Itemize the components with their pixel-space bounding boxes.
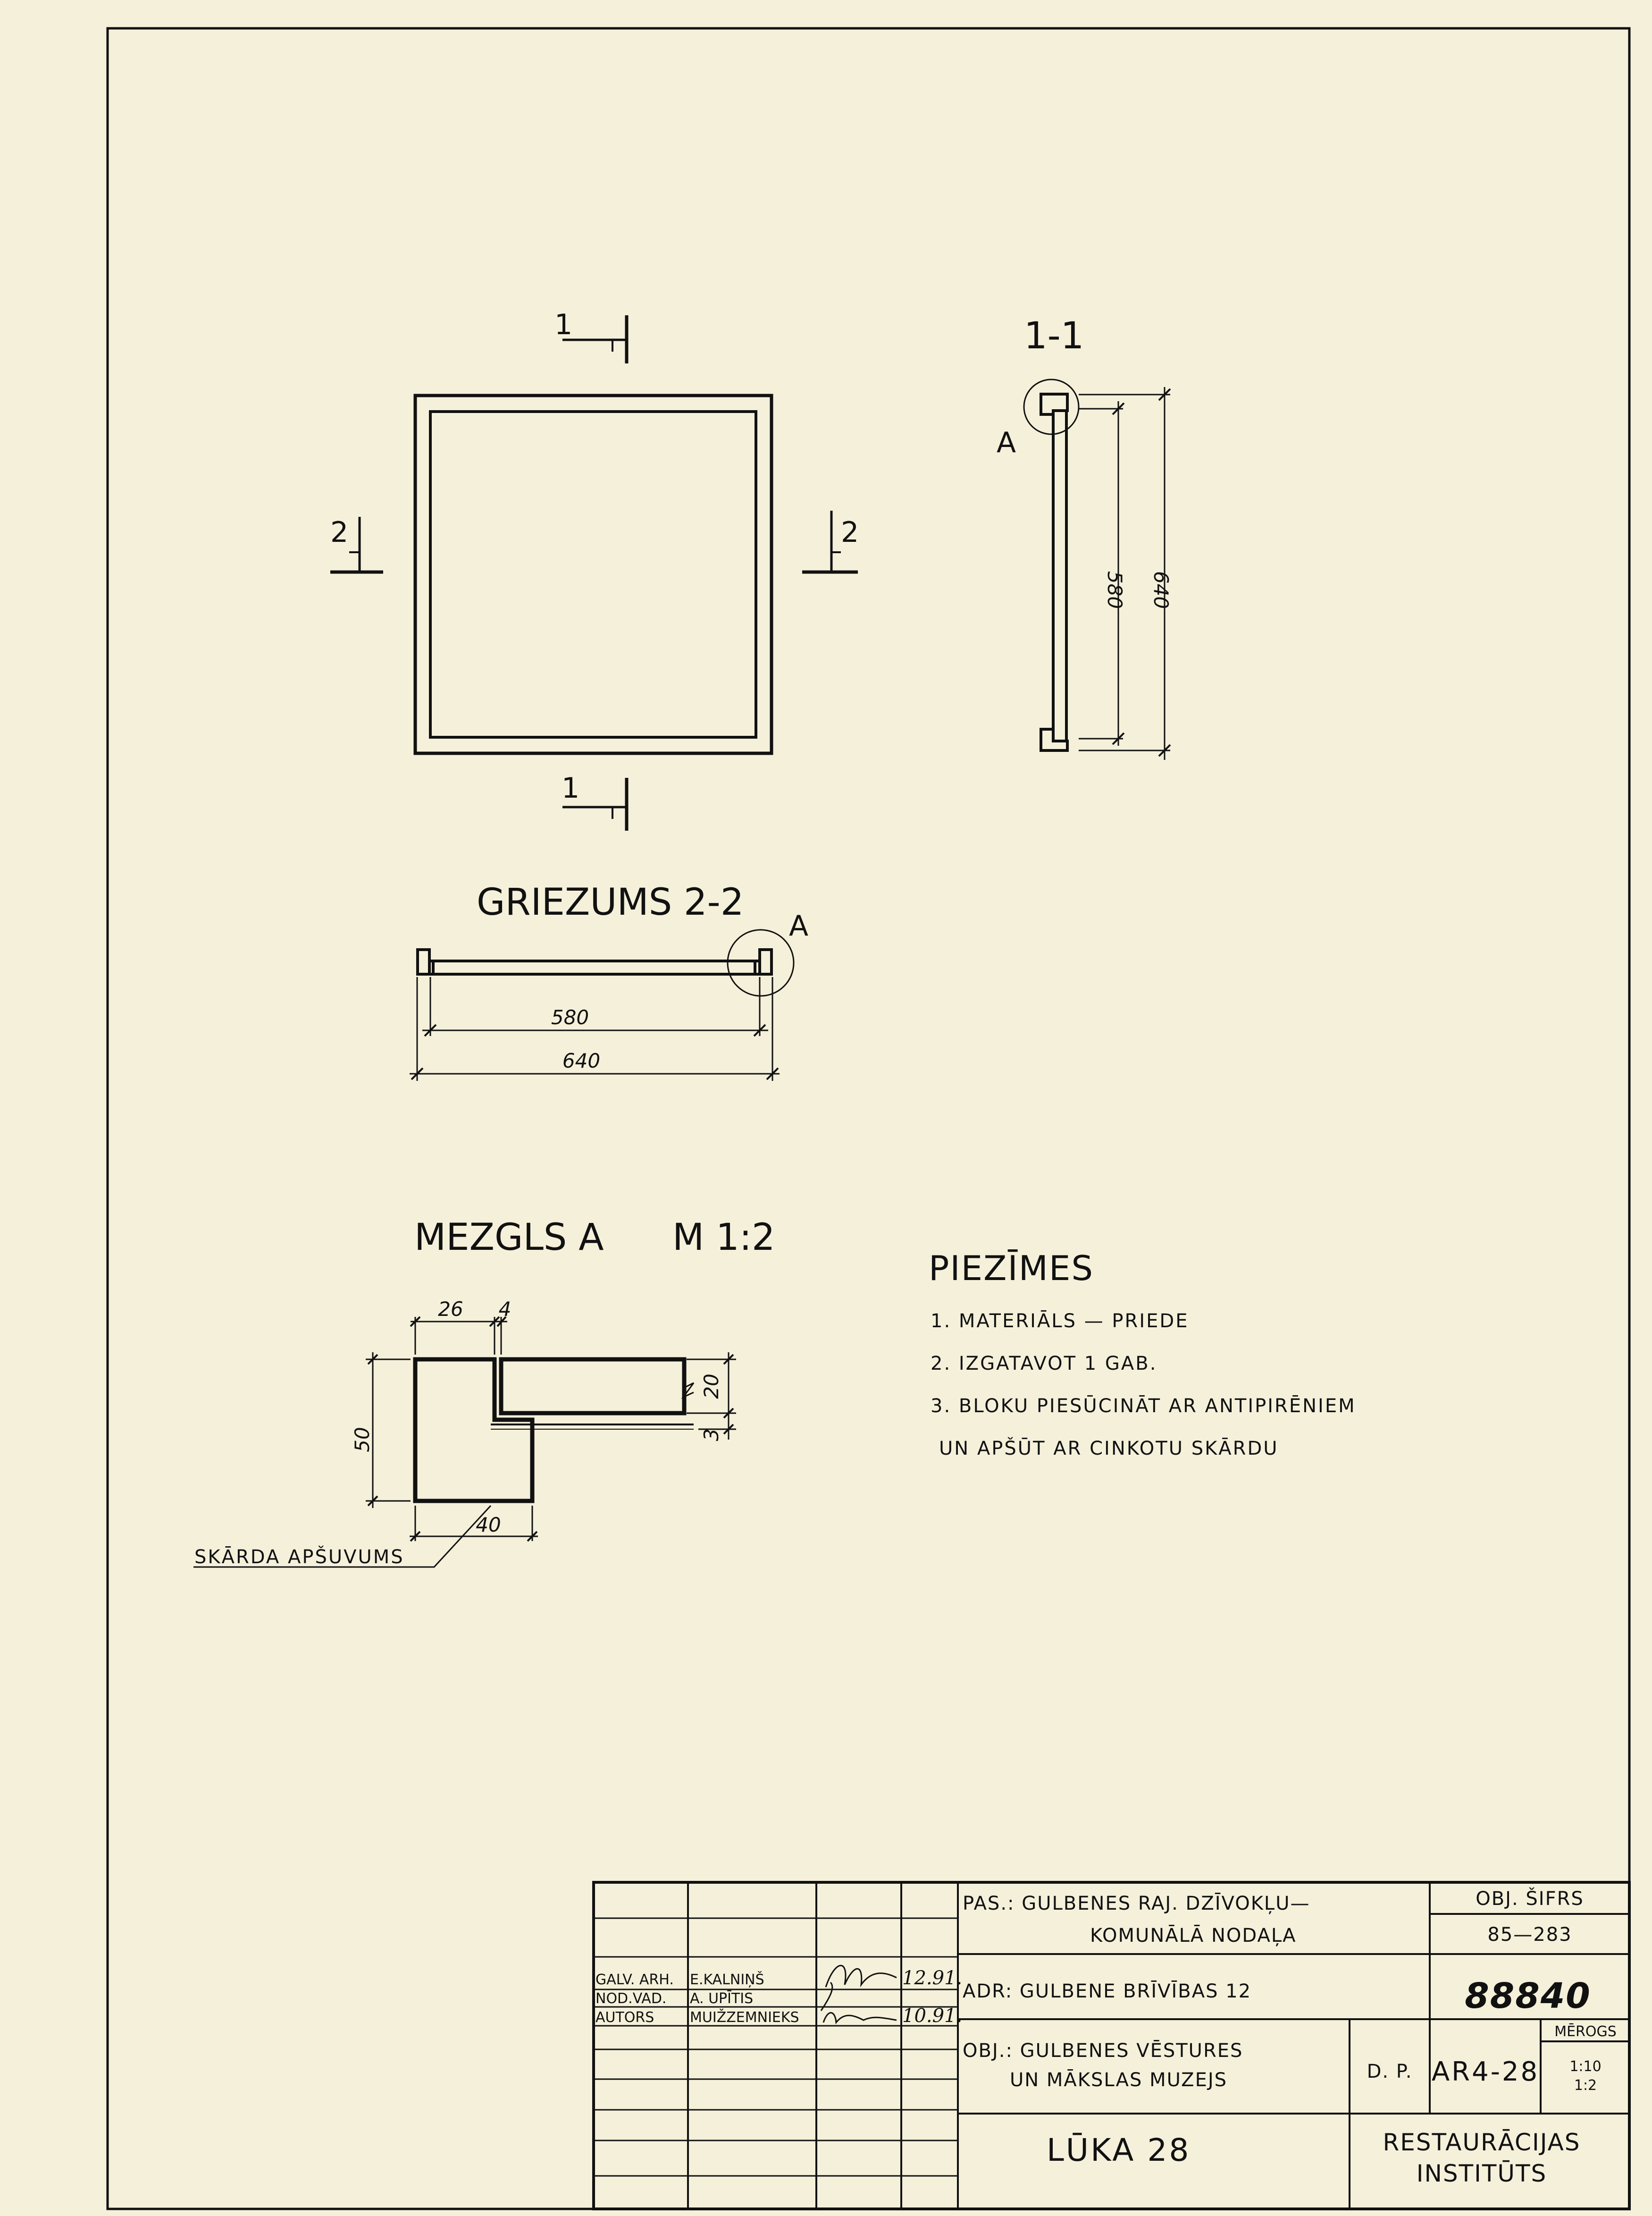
staff-name-1: E.KALNIŅŠ bbox=[690, 1972, 764, 1988]
section-mark-left bbox=[330, 516, 383, 572]
notes-item-1: 1. MATERIĀLS — PRIEDE bbox=[931, 1310, 1189, 1332]
section-2-2-title: GRIEZUMS 2-2 bbox=[477, 881, 744, 924]
section-2-2-right-edge bbox=[755, 950, 771, 974]
plan-view bbox=[330, 308, 859, 831]
section-mark-bottom bbox=[562, 772, 627, 831]
section-2-2-board bbox=[429, 961, 760, 974]
title-block-obj-sifrs-label: OBJ. ŠIFRS bbox=[1476, 1888, 1584, 1910]
title-block-scale-1: 1:10 bbox=[1569, 2058, 1602, 2075]
section-1-1-board bbox=[1053, 411, 1066, 741]
section-1-1-top-edge bbox=[1041, 394, 1067, 414]
detail-a-board bbox=[501, 1359, 684, 1413]
section-1-1 bbox=[997, 315, 1173, 760]
section-mark-right bbox=[802, 511, 859, 572]
title-block-pas-line1: PAS.: GULBENES RAJ. DZĪVOKĻU— bbox=[963, 1893, 1310, 1914]
section-1-1-dim-640: 640 bbox=[1149, 571, 1173, 609]
detail-a-title: MEZGLS A bbox=[414, 1216, 604, 1259]
section-1-1-detail-marker: A bbox=[997, 426, 1016, 459]
staff-date-3: 10.91. bbox=[902, 2005, 963, 2027]
staff-name-2: A. UPĪTIS bbox=[690, 1990, 754, 2007]
staff-name-3: MUIŽZEMNIEKS bbox=[690, 2009, 799, 2026]
detail-a-dim-4: 4 bbox=[498, 1298, 512, 1321]
section-2-2-detail-marker: A bbox=[789, 910, 809, 943]
section-2-2 bbox=[410, 881, 808, 1081]
staff-role-1: GALV. ARH. bbox=[595, 1972, 674, 1988]
section-mark-top-label: 1 bbox=[554, 308, 573, 341]
plan-inner-frame bbox=[430, 412, 756, 737]
staff-role-2: NOD.VAD. bbox=[595, 1990, 667, 2007]
detail-a-dim-50: 50 bbox=[351, 1427, 374, 1452]
title-block-stage: D. P. bbox=[1367, 2061, 1413, 2082]
section-mark-bottom-label: 1 bbox=[562, 772, 580, 805]
detail-a-scale: M 1:2 bbox=[672, 1216, 775, 1259]
notes-item-2: 2. IZGATAVOT 1 GAB. bbox=[931, 1353, 1157, 1374]
title-block-drawing-title: LŪKA 28 bbox=[1047, 2132, 1191, 2168]
section-mark-top bbox=[554, 308, 627, 363]
title-block-institute-line2: INSTITŪTS bbox=[1416, 2160, 1547, 2187]
section-1-1-bottom-edge bbox=[1041, 729, 1067, 750]
detail-a-dim-3: 3 bbox=[700, 1428, 723, 1441]
staff-signature-3 bbox=[823, 2013, 897, 2022]
detail-a-dim-26: 26 bbox=[438, 1298, 463, 1321]
staff-role-3: AUTORS bbox=[595, 2009, 654, 2026]
section-2-2-left-edge bbox=[418, 950, 433, 974]
title-block-adr: ADR: GULBENE BRĪVĪBAS 12 bbox=[963, 1980, 1252, 2002]
title-block-obj-sifrs-value: 85—283 bbox=[1487, 1924, 1572, 1946]
plan-outer-frame bbox=[415, 396, 771, 753]
section-mark-right-label: 2 bbox=[841, 516, 859, 549]
notes-item-4: UN APŠŪT AR CINKOTU SKĀRDU bbox=[939, 1438, 1279, 1459]
title-block-scale-2: 1:2 bbox=[1574, 2077, 1597, 2094]
detail-a-leader-label: SKĀRDA APŠUVUMS bbox=[194, 1546, 404, 1568]
title-block-sheet-code: AR4-28 bbox=[1431, 2056, 1540, 2087]
detail-a-edge-block bbox=[415, 1359, 532, 1501]
section-mark-left-label: 2 bbox=[330, 516, 349, 549]
section-2-2-dim-580: 580 bbox=[551, 1006, 589, 1029]
section-1-1-title: 1-1 bbox=[1024, 315, 1084, 357]
staff-date-1: 12.91. bbox=[902, 1967, 963, 1989]
detail-a bbox=[193, 1216, 775, 1568]
section-2-2-dim-640: 640 bbox=[562, 1049, 601, 1072]
section-1-1-dim-580: 580 bbox=[1103, 571, 1126, 609]
notes-item-3: 3. BLOKU PIESŪCINĀT AR ANTIPIRĒNIEM bbox=[931, 1395, 1356, 1417]
title-block bbox=[594, 1882, 1629, 2209]
title-block-merogs-label: MĒROGS bbox=[1554, 2023, 1617, 2040]
title-block-obj-line2: UN MĀKSLAS MUZEJS bbox=[1010, 2069, 1228, 2091]
notes bbox=[929, 1248, 1356, 1459]
section-1-1-detail-circle bbox=[1024, 379, 1079, 434]
title-block-institute-line1: RESTAURĀCIJAS bbox=[1383, 2129, 1581, 2156]
detail-a-dim-20: 20 bbox=[700, 1373, 723, 1399]
staff-signature-1 bbox=[826, 1965, 897, 1987]
title-block-archive-number: 88840 bbox=[1465, 1976, 1591, 2016]
notes-heading: PIEZĪMES bbox=[929, 1248, 1094, 1288]
title-block-pas-line2: KOMUNĀLĀ NODAĻA bbox=[1090, 1925, 1297, 1946]
title-block-obj-line1: OBJ.: GULBENES VĒSTURES bbox=[963, 2040, 1243, 2062]
detail-a-dim-40: 40 bbox=[476, 1513, 501, 1536]
